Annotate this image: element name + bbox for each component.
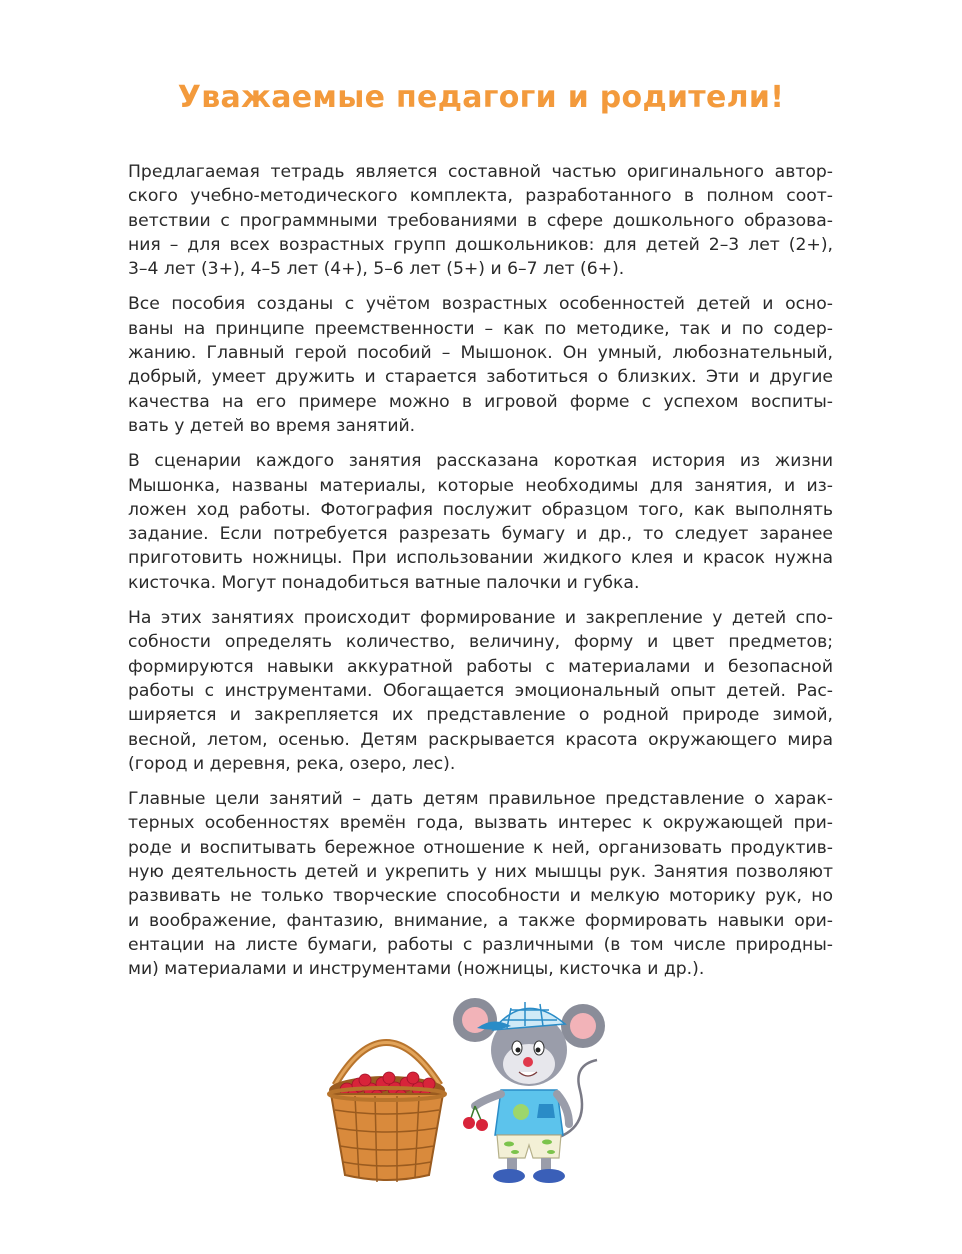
text-line: Все пособия созданы с учётом возрастных особенностей детей и осно- <box>128 294 833 315</box>
text-line: задание. Если потребуется разрезать бумагу и др., то следует заранее <box>128 524 833 545</box>
basket-icon <box>329 1043 445 1183</box>
text-line: вать у детей во время занятий. <box>128 415 416 436</box>
text-line: ми) материалами и инструментами (ножницы, кисточка и др.). <box>128 959 705 980</box>
text-line: ширяется и закрепляется их представление о родной природе зимой, <box>128 705 833 726</box>
mouse-icon <box>453 998 605 1183</box>
text-line: кисточка. Могут понадобиться ватные палочки и губка. <box>128 572 640 593</box>
text-line: ского учебно-методического комплекта, разработанного в полном соот- <box>128 186 833 207</box>
text-line: Главные цели занятий – дать детям правильное представление о харак- <box>128 789 833 810</box>
text-line: добрый, умеет дружить и старается заботиться о близких. Эти и другие <box>128 367 833 388</box>
paragraph-5 <box>128 787 833 981</box>
text-line: На этих занятиях происходит формирование и закрепление у детей спо- <box>128 608 833 629</box>
text-line: ную деятельность детей и укрепить у них мышцы рук. Занятия позволяют <box>128 862 833 883</box>
text-line: ния – для всех возрастных групп дошкольников: для детей 2–3 лет (2+), <box>128 234 833 255</box>
text-line: ложен ход работы. Фотография послужит образцом того, как выполнять <box>128 499 833 520</box>
text-line: ветствии с программными требованиями в сфере дошкольного образова- <box>128 210 833 231</box>
text-line: весной, летом, осенью. Детям раскрывается красота окружающего мира <box>128 729 833 750</box>
text-line: формируются навыки аккуратной работы с материалами и безопасной <box>128 656 833 677</box>
paragraph-2 <box>128 292 833 438</box>
paragraph-3 <box>128 449 833 595</box>
text-line: качества на его примере можно в игровой форме с успехом воспиты- <box>128 391 833 412</box>
text-line: приготовить ножницы. При использовании жидкого клея и красок нужна <box>128 548 833 569</box>
text-line: (город и деревня, река, озеро, лес). <box>128 753 456 774</box>
text-line: ваны на принципе преемственности – как по методике, так и по содер- <box>128 318 833 339</box>
paragraph-1 <box>128 160 833 281</box>
text-line: Мышонка, названы материалы, которые необходимы для занятия, и из- <box>128 475 833 496</box>
body-text <box>128 160 833 993</box>
text-line: собности определять количество, величину, форму и цвет предметов; <box>128 632 833 653</box>
text-line: ентации на листе бумаги, работы с различными (в том числе природны- <box>128 934 833 955</box>
page-title: Уважаемые педагоги и родители! <box>177 80 785 115</box>
text-line: роде и воспитывать бережное отношение к ней, организовать продуктив- <box>128 837 833 858</box>
text-line: Предлагаемая тетрадь является составной частью оригинального автор- <box>128 162 833 182</box>
mouse-illustration <box>325 990 625 1190</box>
text-line: и воображение, фантазию, внимание, а также формировать навыки ори- <box>128 910 833 931</box>
paragraph-4 <box>128 606 833 776</box>
text-line: жанию. Главный герой пособий – Мышонок. Он умный, любознательный, <box>128 343 833 364</box>
text-line: работы с инструментами. Обогащается эмоциональный опыт детей. Рас- <box>128 680 833 701</box>
text-line: В сценарии каждого занятия рассказана короткая история из жизни <box>128 451 833 472</box>
text-line: 3–4 лет (3+), 4–5 лет (4+), 5–6 лет (5+) и 6–7 лет (6+). <box>128 259 625 280</box>
text-line: терных особенностях времён года, вызвать интерес к окружающей при- <box>128 813 833 834</box>
text-line: развивать не только творческие способности и мелкую моторику рук, но <box>128 886 833 907</box>
